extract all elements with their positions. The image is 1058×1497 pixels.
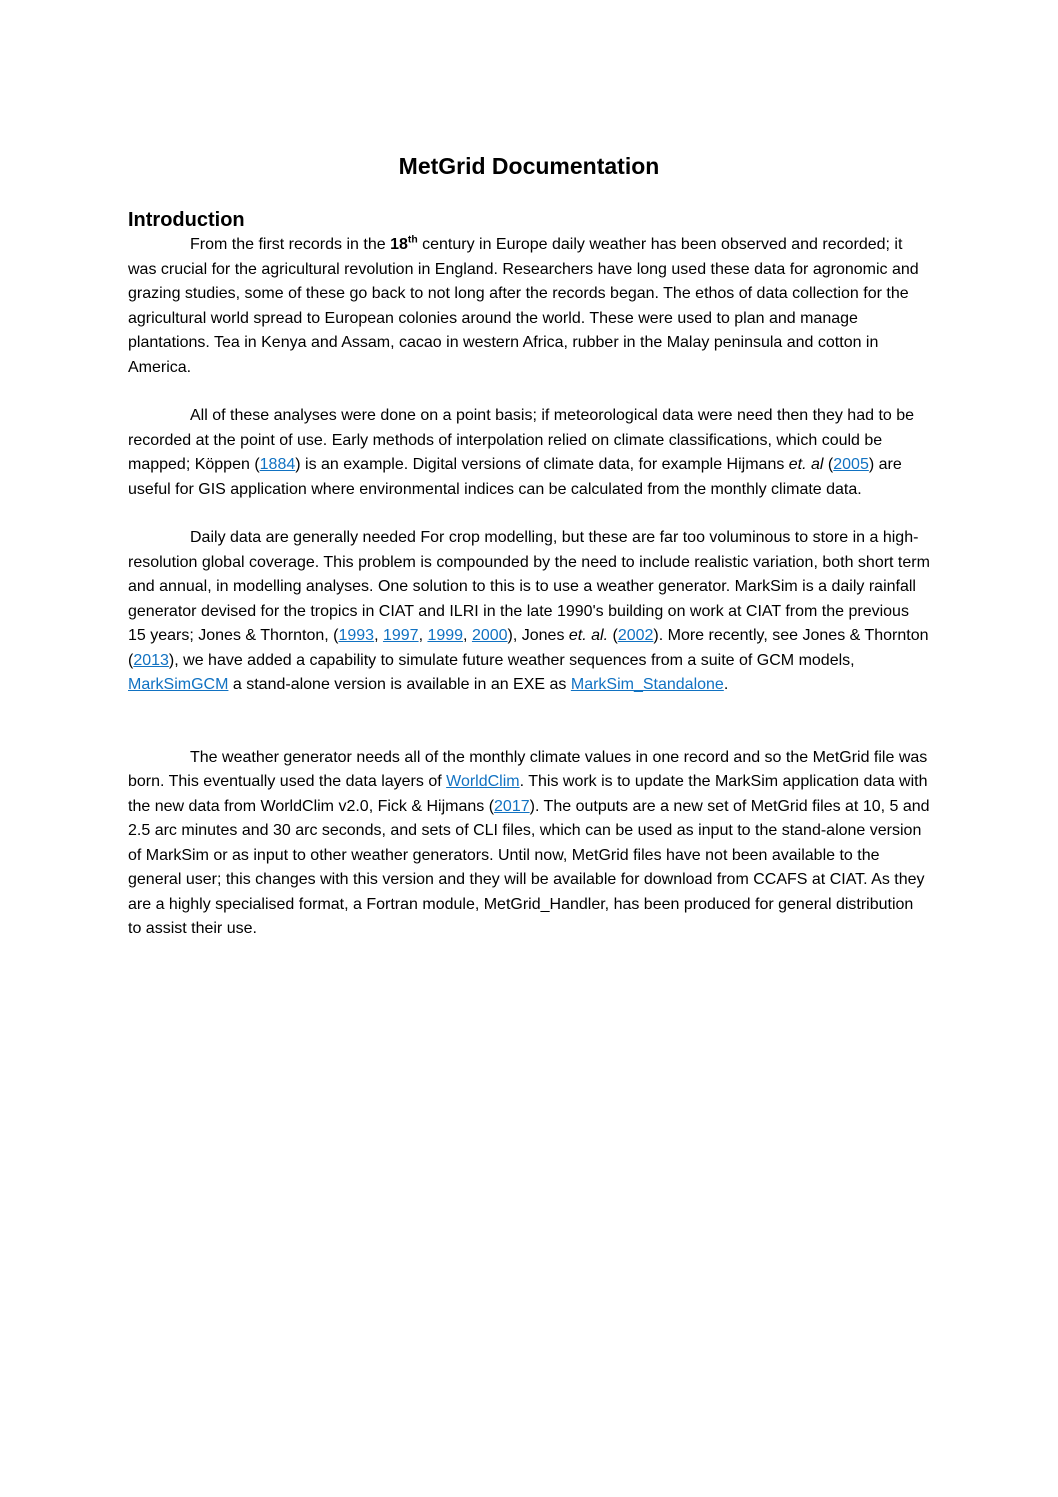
hyperlink-marksim-standalone[interactable]: MarkSim_Standalone xyxy=(570,676,724,693)
bold-run: 18 xyxy=(390,236,408,253)
paragraph-metgrid-worldclim xyxy=(128,746,930,942)
paragraph-daily-data-marksim xyxy=(128,526,930,698)
hyperlink-1993[interactable]: 1993 xyxy=(338,627,375,644)
text-run: ). The outputs are a new set of MetGrid files at 10, 5 and 2.5 arc minutes and 30 arc seconds, and sets of CLI files, which can be used as input to the stand-alone version of MarkSim or as input to other weather generators. Until now, MetGrid files have not been available to the general user; this changes with this version and they will be available for download from CCAFS at CIAT. As they are a highly specialised format, a Fortran module, MetGrid_Handler, has been produced for general distribution to assist their use. xyxy=(128,797,930,937)
text-run: ), Jones xyxy=(507,627,569,644)
hyperlink-2017[interactable]: 2017 xyxy=(494,797,530,815)
section-heading-introduction: Introduction xyxy=(128,209,245,231)
italic-run: et. al xyxy=(788,456,824,473)
text-run: . This work is to update the MarkSim application data with the new data from WorldClim v2.0, Fick & Hijmans ( xyxy=(128,773,928,815)
hyperlink-2013[interactable]: 2013 xyxy=(133,651,169,669)
paragraph-point-basis-interpolation xyxy=(128,404,930,502)
text-run: ) is an example. Digital versions of climate data, for example Hijmans xyxy=(295,456,789,473)
document-title: MetGrid Documentation xyxy=(398,153,660,179)
bold_sup-run: th xyxy=(407,234,418,246)
text-run: All of these analyses were done on a point basis; if meteorological data were need then they had to be recorded at the point of use. Early methods of interpolation relied on climate classifications, which could be mapped; Köppen ( xyxy=(128,407,915,473)
text-run: ( xyxy=(823,456,834,473)
italic-run: et. al. xyxy=(568,627,609,644)
text-run: , xyxy=(418,627,428,644)
text-run: . xyxy=(723,676,729,693)
text-run: ), we have added a capability to simulate future weather sequences from a suite of GCM models, xyxy=(168,651,855,669)
hyperlink-worldclim[interactable]: WorldClim xyxy=(446,773,520,790)
hyperlink-marksimgcm[interactable]: MarkSimGCM xyxy=(128,676,229,693)
text-run: The weather generator needs all of the monthly climate values in one record and so the MetGrid file was born. This eventually used the data layers of xyxy=(128,748,928,790)
text-run: a stand-alone version is available in an EXE as xyxy=(228,676,571,693)
paragraph-history-of-records xyxy=(128,233,930,380)
hyperlink-1884[interactable]: 1884 xyxy=(259,456,296,473)
text-run: Daily data are generally needed For crop modelling, but these are far too voluminous to store in a high-resolution global coverage. This problem is compounded by the need to include realistic variation, both short term and annual, in modelling analyses. One solution to this is to use a weather generator. MarkSim is a daily rainfall generator devised for the tropics in CIAT and ILRI in the late 1990's building on work at CIAT from the previous 15 years; Jones & Thornton, ( xyxy=(128,529,930,644)
hyperlink-1999[interactable]: 1999 xyxy=(427,627,464,644)
text-run: ). More recently, see Jones & Thornton ( xyxy=(128,627,929,669)
hyperlink-1997[interactable]: 1997 xyxy=(382,627,419,644)
text-run: ( xyxy=(608,627,618,644)
text-run: , xyxy=(374,627,383,644)
hyperlink-2002[interactable]: 2002 xyxy=(617,627,654,644)
text-run: ) are useful for GIS application where environmental indices can be calculated from the monthly climate data. xyxy=(128,456,902,498)
text-run: From the first records in the xyxy=(190,236,391,253)
hyperlink-2005[interactable]: 2005 xyxy=(833,456,869,473)
text-run: century in Europe daily weather has been observed and recorded; it was crucial for the agricultural revolution in England. Researchers have long used these data for agronomic and grazing studies, some of these go back to not long after the records began. The ethos of data collection for the agricultural world spread to European colonies around the world. These were used to plan and manage plantations. Tea in Kenya and Assam, cacao in western Africa, rubber in the Malay peninsula and cotton in America. xyxy=(128,236,919,376)
document-body xyxy=(128,233,930,942)
hyperlink-2000[interactable]: 2000 xyxy=(471,627,508,644)
text-run: , xyxy=(463,627,472,644)
